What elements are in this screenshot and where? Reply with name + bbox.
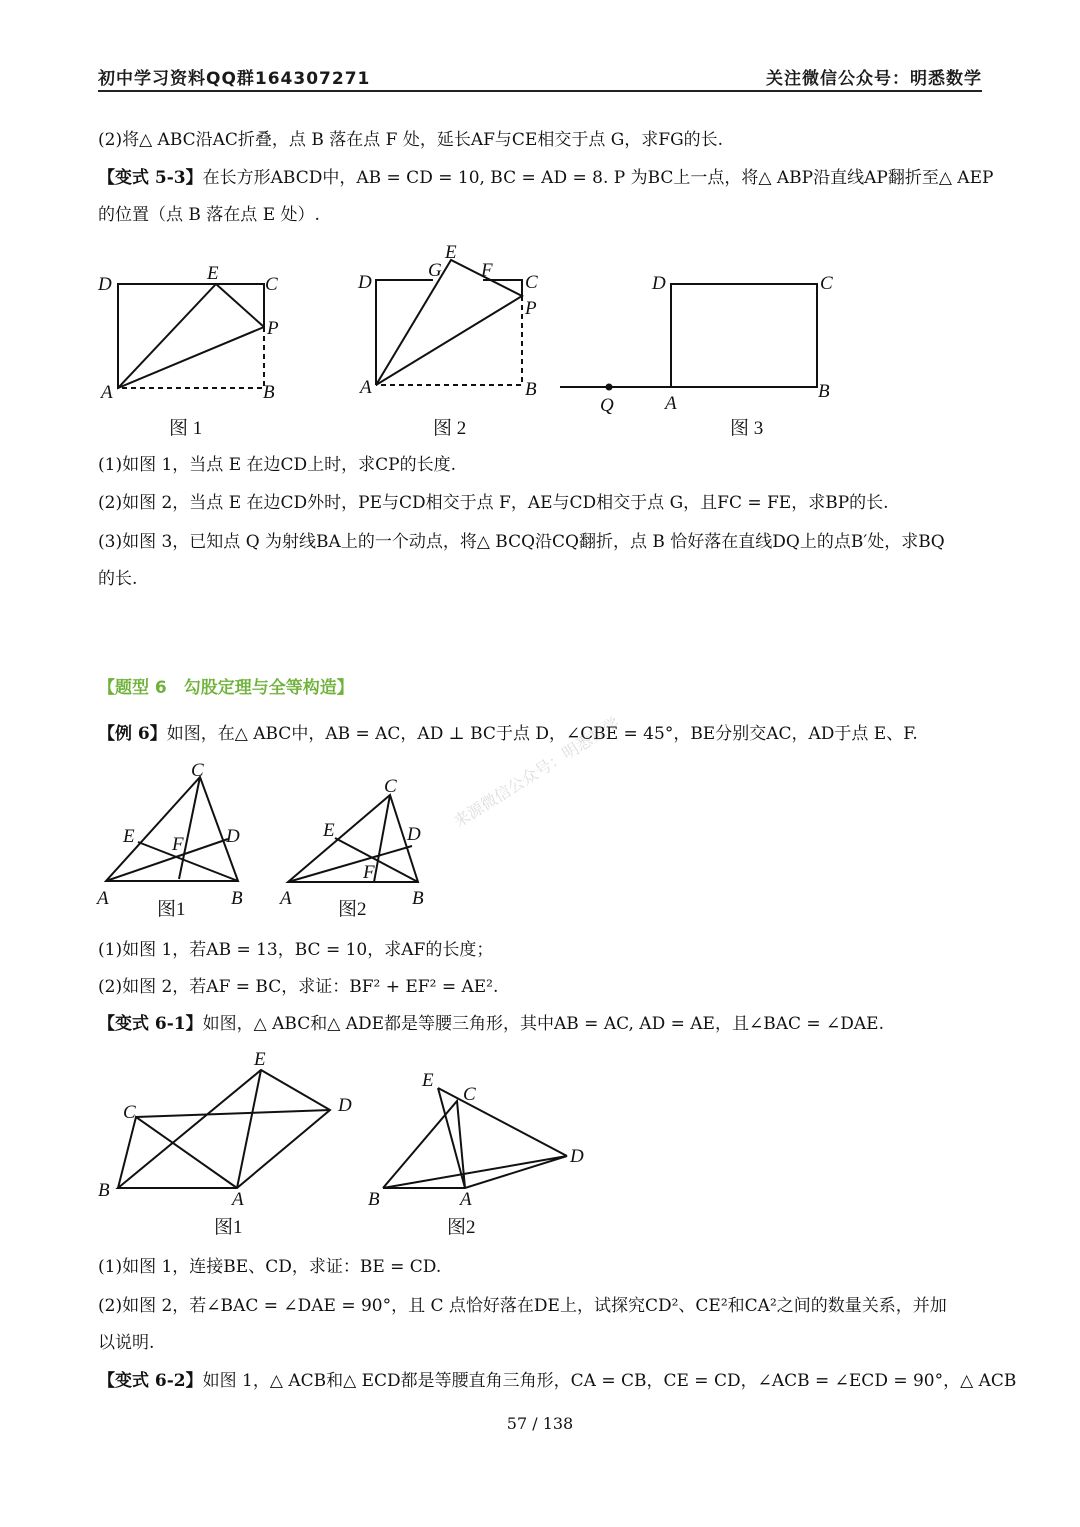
label-e: E xyxy=(207,263,219,284)
variant-q1: (1)如图 1，连接BE、CD，求证：BE = CD. xyxy=(98,1257,442,1277)
caption: 图1 xyxy=(214,1217,243,1238)
label-f: F xyxy=(172,834,184,855)
label-c: C xyxy=(463,1084,476,1105)
label-d: D xyxy=(407,824,421,845)
page-number: 57 / 138 xyxy=(506,1414,574,1433)
caption: 图1 xyxy=(157,899,186,920)
label-b: B xyxy=(818,381,830,402)
question-3: (3)如图 3，已知点 Q 为射线BA上的一个动点，将△ BCQ沿CQ翻折，点 B 恰好落在直线DQ上的点B′处，求BQ xyxy=(98,532,945,552)
question-2: (2)如图 2，当点 E 在边CD外时，PE与CD相交于点 F，AE与CD相交于点 G，且FC = FE，求BP的长. xyxy=(98,493,889,513)
label-c: C xyxy=(820,273,833,294)
label-d: D xyxy=(652,273,666,294)
example-q1: (1)如图 1，若AB = 13，BC = 10，求AF的长度； xyxy=(98,940,494,960)
figure-6-1-variant-1 xyxy=(95,1045,375,1245)
text-line: 的长. xyxy=(98,569,138,589)
header-right: 关注微信公众号：明悉数学 xyxy=(766,69,982,89)
label-q: Q xyxy=(600,395,614,416)
variant-6-2 xyxy=(98,1369,1017,1393)
label-b: B xyxy=(231,888,243,909)
caption: 图 1 xyxy=(169,418,203,439)
point-q xyxy=(606,384,613,391)
label-b: B xyxy=(525,379,537,400)
caption: 图 3 xyxy=(730,418,764,439)
caption: 图2 xyxy=(447,1217,476,1238)
caption: 图2 xyxy=(338,899,367,920)
label-c: C xyxy=(191,760,204,781)
label-d: D xyxy=(338,1095,352,1116)
label-f: F xyxy=(363,862,375,883)
variant-q2: (2)如图 2，若∠BAC = ∠DAE = 90°，且 C 点恰好落在DE上，试探究CD²、CE²和CA²之间的数量关系，并加 xyxy=(98,1296,947,1316)
variant-tag: 【变式 6-1】 xyxy=(98,1014,203,1034)
label-c: C xyxy=(525,272,538,293)
label-b: B xyxy=(412,888,424,909)
figure-5-3-1 xyxy=(95,260,295,440)
label-a: A xyxy=(360,377,372,398)
label-c: C xyxy=(384,776,397,797)
label-a: A xyxy=(460,1189,472,1210)
label-a: A xyxy=(665,393,677,414)
header-left: 初中学习资料QQ群164307271 xyxy=(98,69,371,89)
label-p: P xyxy=(267,318,279,339)
label-c: C xyxy=(265,274,278,295)
text-line: 的位置（点 B 落在点 E 处）. xyxy=(98,205,320,225)
label-b: B xyxy=(263,382,275,403)
question-1: (1)如图 1，当点 E 在边CD上时，求CP的长度. xyxy=(98,455,457,475)
label-c: C xyxy=(123,1102,136,1123)
label-d: D xyxy=(358,272,372,293)
variant-tag: 【变式 5-3】 xyxy=(98,168,203,188)
variant-text: 如图，△ ABC和△ ADE都是等腰三角形，其中AB = AC, AD = AE，且∠BAC = ∠DAE. xyxy=(202,1014,884,1034)
variant-tag: 【变式 6-2】 xyxy=(98,1371,203,1391)
label-a: A xyxy=(101,382,113,403)
example-text: 如图，在△ ABC中，AB = AC，AD ⊥ BC于点 D，∠CBE = 45°，BE分别交AC，AD于点 E、F. xyxy=(166,724,918,744)
variant-text: 如图 1，△ ACB和△ ECD都是等腰直角三角形，CA = CB，CE = CD，∠ACB = ∠ECD = 90°，△ ACB xyxy=(202,1371,1017,1391)
watermark: 来源微信公众号：明悉数学 xyxy=(450,713,623,832)
figure-6-1-variant-2 xyxy=(360,1065,600,1245)
figure-5-3-3 xyxy=(560,265,840,445)
label-e: E xyxy=(422,1070,434,1091)
section-title: 【题型 6 勾股定理与全等构造】 xyxy=(98,678,354,698)
figure-6-1 xyxy=(95,760,265,925)
example-tag: 【例 6】 xyxy=(98,724,167,744)
label-a: A xyxy=(280,888,292,909)
variant-6-1 xyxy=(98,1012,988,1036)
caption: 图 2 xyxy=(433,418,467,439)
example-q2: (2)如图 2，若AF = BC，求证：BF² + EF² = AE². xyxy=(98,977,499,997)
label-e: E xyxy=(323,820,335,841)
label-d: D xyxy=(98,274,112,295)
label-g: G xyxy=(428,260,442,281)
label-d: D xyxy=(226,826,240,847)
text-line: (2)将△ ABC沿AC折叠，点 B 落在点 F 处，延长AF与CE相交于点 G，求FG的长. xyxy=(98,130,724,150)
label-b: B xyxy=(368,1189,380,1210)
variant-5-3 xyxy=(98,166,994,190)
label-p: P xyxy=(525,298,537,319)
header-divider xyxy=(98,90,982,92)
label-e: E xyxy=(254,1049,266,1070)
figure-5-3-2 xyxy=(355,240,555,440)
text-line: 以说明. xyxy=(98,1333,155,1353)
label-f: F xyxy=(481,260,493,281)
label-e: E xyxy=(123,826,135,847)
label-a: A xyxy=(97,888,109,909)
label-a: A xyxy=(232,1189,244,1210)
variant-text: 在长方形ABCD中，AB = CD = 10, BC = AD = 8. P 为BC上一点，将△ ABP沿直线AP翻折至△ AEP xyxy=(202,168,994,188)
figure-6-2 xyxy=(278,770,448,930)
label-d: D xyxy=(570,1146,584,1167)
label-e: E xyxy=(445,242,457,263)
example-6 xyxy=(98,722,988,746)
label-b: B xyxy=(98,1180,110,1201)
